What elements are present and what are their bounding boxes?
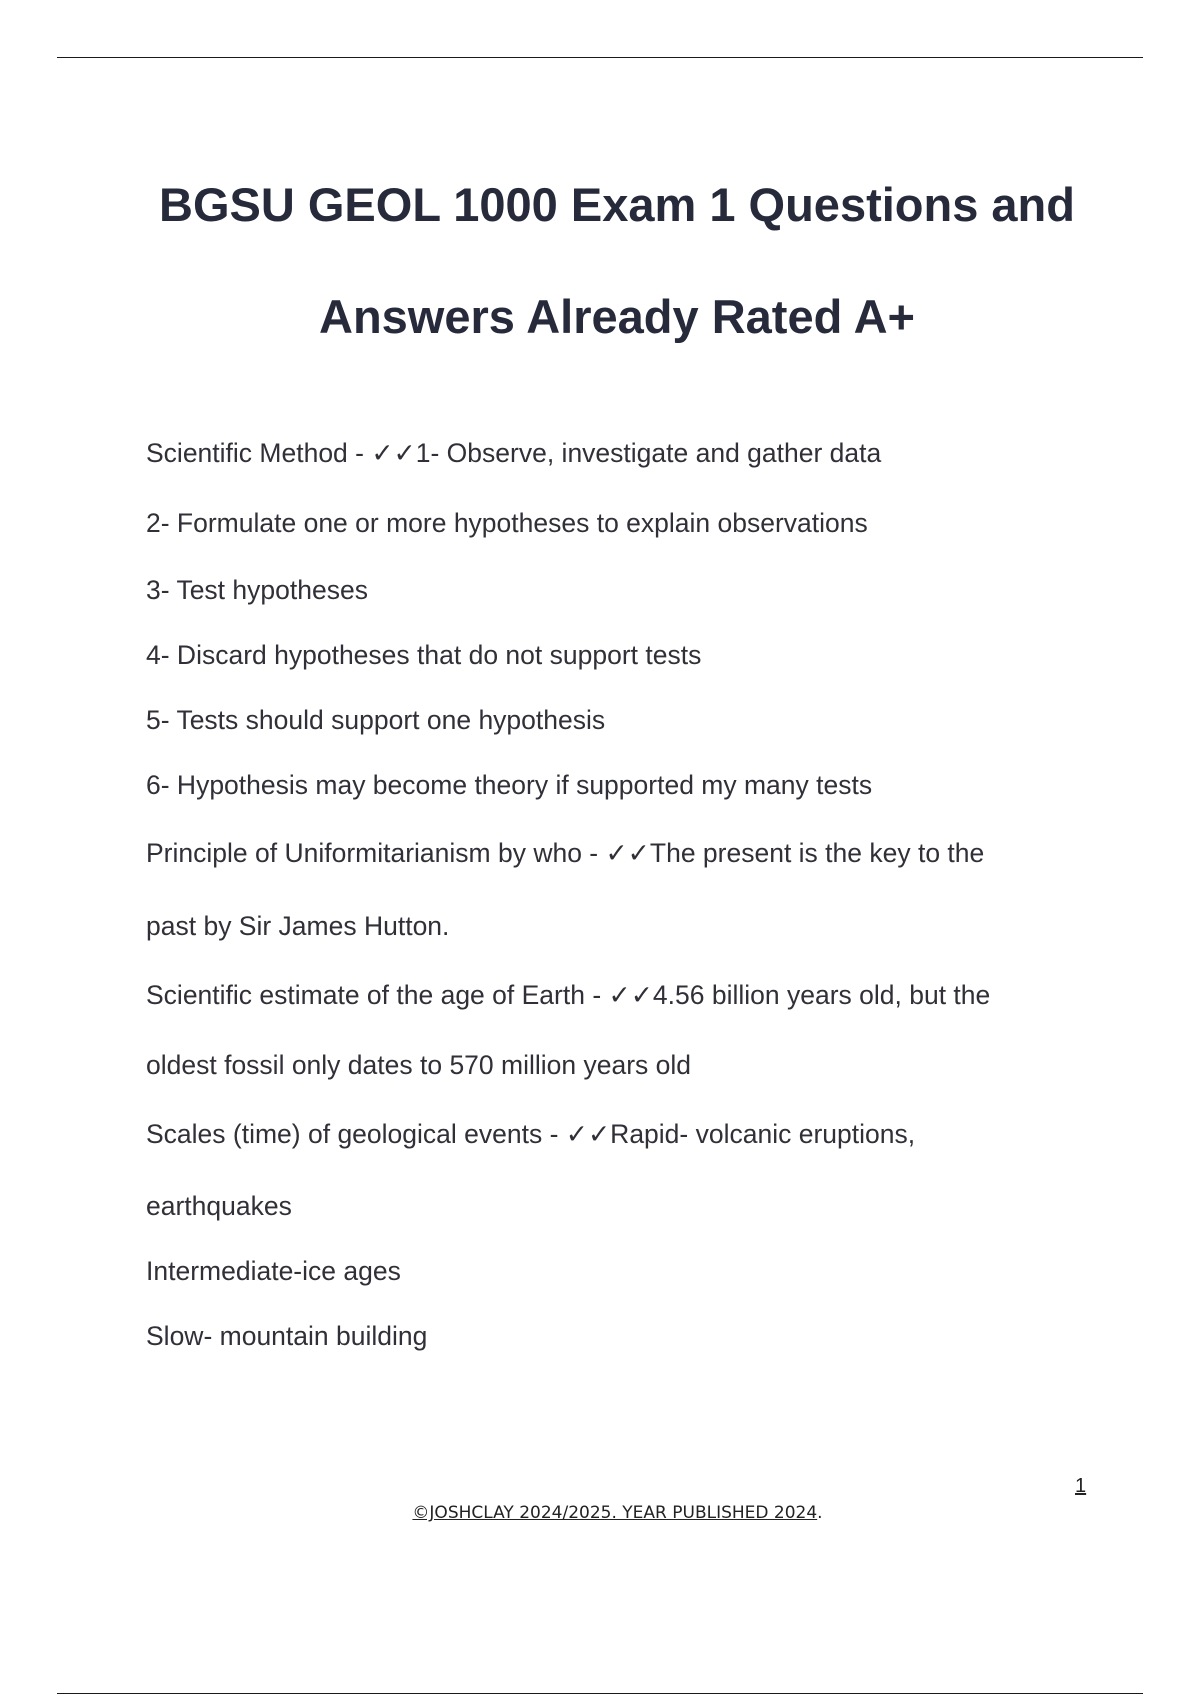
document-title-line-2: Answers Already Rated A+ bbox=[319, 290, 915, 344]
qa-line: Scientific estimate of the age of Earth - ✓✓4.56 billion years old, but the bbox=[146, 980, 991, 1010]
qa-line: past by Sir James Hutton. bbox=[146, 911, 450, 941]
qa-line: 6- Hypothesis may become theory if supported my many tests bbox=[146, 770, 873, 800]
qa-line: earthquakes bbox=[146, 1191, 292, 1221]
footer-period: . bbox=[817, 1503, 823, 1523]
footer-text: ©JOSHCLAY 2024/2025. YEAR PUBLISHED 2024 bbox=[412, 1503, 818, 1523]
qa-line: Scientific Method - ✓✓1- Observe, investigate and gather data bbox=[146, 438, 882, 468]
document-title-line-1: BGSU GEOL 1000 Exam 1 Questions and bbox=[159, 178, 1075, 232]
qa-line: 5- Tests should support one hypothesis bbox=[146, 705, 606, 735]
qa-line: 3- Test hypotheses bbox=[146, 575, 368, 605]
qa-line: Principle of Uniformitarianism by who - ✓✓The present is the key to the bbox=[146, 838, 985, 868]
qa-line: 2- Formulate one or more hypotheses to explain observations bbox=[146, 508, 868, 538]
qa-line: oldest fossil only dates to 570 million years old bbox=[146, 1050, 692, 1080]
bottom-rule bbox=[57, 1693, 1143, 1694]
top-rule bbox=[57, 57, 1143, 58]
qa-line: Intermediate-ice ages bbox=[146, 1256, 401, 1286]
page-number: 1 bbox=[1075, 1475, 1087, 1497]
qa-line: 4- Discard hypotheses that do not support tests bbox=[146, 640, 702, 670]
qa-line: Slow- mountain building bbox=[146, 1321, 428, 1351]
copyright-footer bbox=[0, 1503, 1200, 1523]
qa-line: Scales (time) of geological events - ✓✓Rapid- volcanic eruptions, bbox=[146, 1119, 916, 1149]
